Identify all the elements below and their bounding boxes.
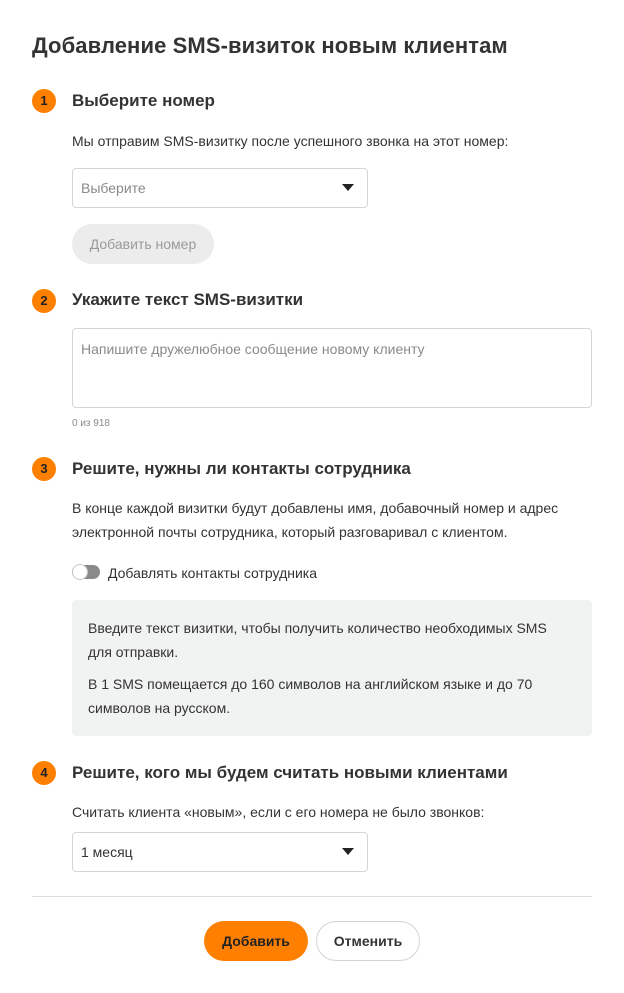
step-3-badge: 3 bbox=[32, 457, 56, 481]
step-1-description: Мы отправим SMS-визитку после успешного звонка на этот номер: bbox=[72, 133, 509, 149]
info-paragraph-2-line-1: В 1 SMS помещается до 160 символов на английском языке и до 70 bbox=[88, 676, 533, 692]
toggle-knob bbox=[72, 564, 88, 580]
add-number-button[interactable]: Добавить номер bbox=[72, 224, 214, 264]
step-4-description: Считать клиента «новым», если с его номера не было звонков: bbox=[72, 804, 485, 820]
employee-contacts-toggle[interactable] bbox=[72, 565, 100, 579]
step-3-description-line-2: электронной почты сотрудника, который разговаривал с клиентом. bbox=[72, 524, 508, 540]
sms-text-placeholder: Напишите дружелюбное сообщение новому клиенту bbox=[81, 341, 425, 357]
employee-contacts-toggle-label: Добавлять контакты сотрудника bbox=[108, 565, 318, 581]
step-1-title: Выберите номер bbox=[72, 91, 215, 110]
character-counter: 0 из 918 bbox=[72, 418, 110, 429]
sms-text-textarea[interactable] bbox=[72, 328, 592, 408]
phone-number-select-value: Выберите bbox=[81, 180, 146, 196]
new-client-period-select[interactable] bbox=[72, 832, 368, 872]
cancel-button[interactable]: Отменить bbox=[316, 921, 420, 961]
step-3-description-line-1: В конце каждой визитки будут добавлены имя, добавочный номер и адрес bbox=[72, 500, 559, 516]
step-4-badge: 4 bbox=[32, 761, 56, 785]
step-2-title: Укажите текст SMS-визитки bbox=[72, 290, 304, 309]
submit-button[interactable]: Добавить bbox=[204, 921, 308, 961]
phone-number-select[interactable] bbox=[72, 168, 368, 208]
chevron-down-icon bbox=[342, 848, 354, 855]
page-title: Добавление SMS-визиток новым клиентам bbox=[32, 33, 508, 58]
info-paragraph-1-line-2: для отправки. bbox=[88, 644, 179, 660]
step-4-title: Решите, кого мы будем считать новыми клиентами bbox=[72, 763, 508, 782]
step-1-badge: 1 bbox=[32, 89, 56, 113]
sms-info-box bbox=[72, 600, 592, 736]
chevron-down-icon bbox=[342, 184, 354, 191]
info-paragraph-2-line-2: символов на русском. bbox=[88, 700, 231, 716]
info-paragraph-1-line-1: Введите текст визитки, чтобы получить количество необходимых SMS bbox=[88, 620, 547, 636]
footer-divider bbox=[32, 896, 592, 897]
new-client-period-value: 1 месяц bbox=[81, 844, 133, 860]
step-3-title: Решите, нужны ли контакты сотрудника bbox=[72, 459, 411, 478]
step-2-badge: 2 bbox=[32, 289, 56, 313]
